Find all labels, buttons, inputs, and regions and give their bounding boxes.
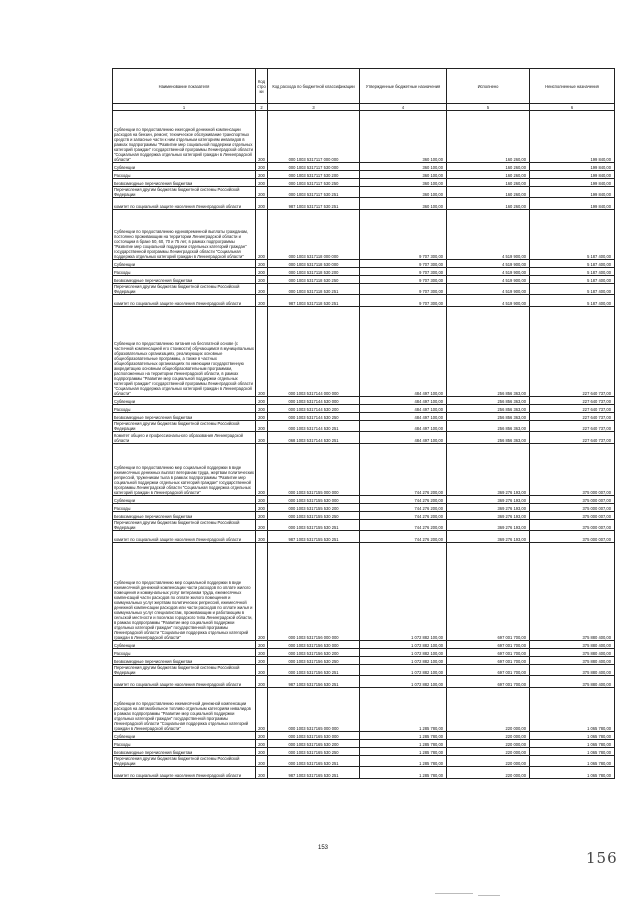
table-row	[113, 284, 615, 295]
row-executed-cell: 369 276 193,00	[447, 504, 530, 512]
row-budget-code-cell: 987 1003 5317118 530 251	[268, 295, 360, 307]
row-budget-code-cell: 000 1003 5317144 530 000	[268, 397, 360, 405]
row-executed-cell: 160 260,00	[447, 171, 530, 179]
row-name-cell: Субвенции	[113, 641, 256, 649]
row-line-code-cell: 200	[256, 740, 268, 748]
table-row	[113, 413, 615, 421]
row-budget-code-cell: 987 1003 5317156 530 251	[268, 676, 360, 688]
table-row	[113, 198, 615, 210]
row-name-cell: Субвенции по предоставлению ежегодной денежной компенсации расходов на бензин, ремонт, техническое обслуживание транспортных средств и запасные части к ним отдельным категориям инвалидов в рамках подпрограммы "Развитие мер социальной поддержки отдельных категорий граждан" государственной программы Ленинградской области "Социальная поддержка отдельных категорий граждан в Ленинградской области"	[113, 111, 256, 163]
row-approved-cell: 1 072 882 100,00	[360, 641, 447, 649]
row-name-cell: Безвозмездные перечисления бюджетам	[113, 512, 256, 520]
budget-execution-table	[112, 68, 615, 779]
row-line-code-cell: 200	[256, 413, 268, 421]
row-executed-cell: 697 001 700,00	[447, 649, 530, 657]
row-approved-cell: 744 276 200,00	[360, 504, 447, 512]
row-executed-cell: 4 519 900,00	[447, 284, 530, 295]
row-line-code-cell: 200	[256, 748, 268, 756]
row-unexecuted-cell: 5 187 400,00	[530, 210, 615, 260]
row-unexecuted-cell: 375 880 400,00	[530, 657, 615, 665]
table-row	[113, 665, 615, 676]
row-name-cell: комитет по социальной защите населения Ленинградской области	[113, 531, 256, 543]
row-unexecuted-cell: 375 000 007,00	[530, 444, 615, 496]
header-row	[113, 69, 615, 104]
row-approved-cell: 484 497 100,00	[360, 397, 447, 405]
row-executed-cell: 160 260,00	[447, 198, 530, 210]
row-unexecuted-cell: 227 640 737,00	[530, 421, 615, 432]
row-budget-code-cell: 000 1003 5317155 000 000	[268, 444, 360, 496]
table-row	[113, 756, 615, 767]
row-unexecuted-cell: 199 840,00	[530, 187, 615, 198]
row-unexecuted-cell: 1 065 780,00	[530, 756, 615, 767]
table-row	[113, 444, 615, 496]
row-name-cell: Безвозмездные перечисления бюджетам	[113, 179, 256, 187]
table-row	[113, 649, 615, 657]
row-name-cell: Субвенции	[113, 163, 256, 171]
table-row	[113, 767, 615, 779]
row-unexecuted-cell: 375 880 400,00	[530, 676, 615, 688]
row-executed-cell: 4 519 900,00	[447, 268, 530, 276]
page-number: 153	[318, 845, 329, 851]
row-budget-code-cell: 000 1003 5317117 530 200	[268, 171, 360, 179]
row-line-code-cell: 200	[256, 641, 268, 649]
row-budget-code-cell: 000 1003 5317155 530 250	[268, 512, 360, 520]
row-approved-cell: 1 285 780,00	[360, 688, 447, 732]
table-row	[113, 496, 615, 504]
row-name-cell: Безвозмездные перечисления бюджетам	[113, 748, 256, 756]
row-approved-cell: 484 497 100,00	[360, 421, 447, 432]
row-approved-cell: 9 707 300,00	[360, 295, 447, 307]
row-approved-cell: 1 285 780,00	[360, 740, 447, 748]
row-name-cell: Перечисления другим бюджетам бюджетной системы Российской Федерации	[113, 756, 256, 767]
row-approved-cell: 9 707 300,00	[360, 284, 447, 295]
row-name-cell: Субвенции	[113, 397, 256, 405]
row-executed-cell: 160 260,00	[447, 163, 530, 171]
row-executed-cell: 220 000,00	[447, 688, 530, 732]
column-number: 2	[256, 104, 268, 111]
row-approved-cell: 1 285 780,00	[360, 756, 447, 767]
row-unexecuted-cell: 375 000 007,00	[530, 496, 615, 504]
row-executed-cell: 220 000,00	[447, 767, 530, 779]
row-executed-cell: 697 001 700,00	[447, 657, 530, 665]
row-name-cell: Расходы	[113, 740, 256, 748]
row-executed-cell: 697 001 700,00	[447, 543, 530, 641]
table-row	[113, 512, 615, 520]
table-row	[113, 260, 615, 268]
row-unexecuted-cell: 375 880 400,00	[530, 641, 615, 649]
row-budget-code-cell: 000 1003 5317165 530 250	[268, 748, 360, 756]
row-executed-cell: 369 276 193,00	[447, 512, 530, 520]
table-row	[113, 276, 615, 284]
row-line-code-cell: 200	[256, 432, 268, 444]
row-executed-cell: 256 856 363,00	[447, 397, 530, 405]
row-name-cell: Субвенции по предоставлению ежемесячной денежной компенсации расходов на автомобильное топливо отдельным категориям инвалидов в рамках подпрограммы "Развитие мер социальной поддержки отдельных категорий граждан" государственной программы Ленинградской области "Социальная поддержка отдельных категорий граждан в Ленинградской области"	[113, 688, 256, 732]
row-name-cell: Перечисления другим бюджетам бюджетной системы Российской Федерации	[113, 665, 256, 676]
handwritten-sheet-number: 156	[586, 849, 618, 867]
row-budget-code-cell: 000 1003 5317156 000 000	[268, 543, 360, 641]
row-approved-cell: 9 707 300,00	[360, 268, 447, 276]
row-name-cell: Субвенции по предоставлению единовременной выплаты гражданам, постоянно проживающим на территории Ленинградской области и состоящим в браке 50, 60, 70 и 75 лет, в рамках подпрограммы "Развитие мер социальной поддержки отдельных категорий граждан" государственной программы Ленинградской области "Социальная поддержка отдельных категорий граждан в Ленинградской области"	[113, 210, 256, 260]
table-row	[113, 543, 615, 641]
row-approved-cell: 744 276 200,00	[360, 520, 447, 531]
table-row	[113, 740, 615, 748]
table-row	[113, 421, 615, 432]
row-executed-cell: 369 276 193,00	[447, 444, 530, 496]
row-line-code-cell: 200	[256, 520, 268, 531]
row-budget-code-cell: 987 1003 5317165 530 251	[268, 767, 360, 779]
row-executed-cell: 697 001 700,00	[447, 641, 530, 649]
table-row	[113, 295, 615, 307]
row-line-code-cell: 200	[256, 405, 268, 413]
row-approved-cell: 1 285 780,00	[360, 767, 447, 779]
row-line-code-cell: 200	[256, 688, 268, 732]
row-unexecuted-cell: 375 880 400,00	[530, 649, 615, 657]
row-approved-cell: 1 072 882 100,00	[360, 649, 447, 657]
row-line-code-cell: 200	[256, 198, 268, 210]
row-approved-cell: 744 276 200,00	[360, 496, 447, 504]
row-unexecuted-cell: 199 840,00	[530, 171, 615, 179]
table-row	[113, 187, 615, 198]
row-approved-cell: 1 072 882 100,00	[360, 543, 447, 641]
row-budget-code-cell: 000 1003 5317156 530 250	[268, 657, 360, 665]
row-approved-cell: 1 285 780,00	[360, 732, 447, 740]
row-unexecuted-cell: 1 065 780,00	[530, 688, 615, 732]
row-approved-cell: 360 100,00	[360, 163, 447, 171]
row-budget-code-cell: 000 1003 5317117 530 251	[268, 187, 360, 198]
row-budget-code-cell: 000 1003 5317118 530 000	[268, 260, 360, 268]
row-approved-cell: 360 100,00	[360, 171, 447, 179]
row-unexecuted-cell: 1 065 780,00	[530, 740, 615, 748]
row-unexecuted-cell: 5 187 400,00	[530, 268, 615, 276]
row-unexecuted-cell: 227 640 737,00	[530, 397, 615, 405]
row-approved-cell: 1 285 780,00	[360, 748, 447, 756]
table-row	[113, 179, 615, 187]
table-row	[113, 210, 615, 260]
row-name-cell: Расходы	[113, 649, 256, 657]
row-budget-code-cell: 000 1003 5317156 530 200	[268, 649, 360, 657]
row-executed-cell: 220 000,00	[447, 732, 530, 740]
header-indicator-name: Наименование показателя	[113, 69, 256, 104]
row-unexecuted-cell: 5 187 400,00	[530, 276, 615, 284]
row-budget-code-cell: 000 1003 5317165 530 251	[268, 756, 360, 767]
row-budget-code-cell: 000 1003 5317118 000 000	[268, 210, 360, 260]
table-row	[113, 268, 615, 276]
row-name-cell: Субвенции	[113, 260, 256, 268]
row-executed-cell: 256 856 363,00	[447, 421, 530, 432]
row-line-code-cell: 200	[256, 284, 268, 295]
row-executed-cell: 220 000,00	[447, 748, 530, 756]
row-line-code-cell: 200	[256, 260, 268, 268]
row-unexecuted-cell: 5 187 400,00	[530, 295, 615, 307]
row-name-cell: Комитет общего и профессионального образования Ленинградской области	[113, 432, 256, 444]
column-number: 1	[113, 104, 256, 111]
row-unexecuted-cell: 199 840,00	[530, 179, 615, 187]
row-name-cell: комитет по социальной защите населения Ленинградской области	[113, 676, 256, 688]
header-line-code: Код стро ки	[256, 69, 268, 104]
row-name-cell: комитет по социальной защите населения Ленинградской области	[113, 295, 256, 307]
row-name-cell: Субвенции по предоставлению питания на бесплатной основе (с частичной компенсацией его стоимости) обучающимся в муниципальных образовательных организациях, реализующих основные общеобразовательные программы, а также в частных общеобразовательных организациях по имеющим государственную аккредитацию основным общеобразовательным программам, расположенных на территории Ленинградской области, в рамках подпрограммы "Развитие мер социальной поддержки отдельных категорий граждан" государственной программы Ленинградской области "Социальная поддержка отдельных категорий граждан в Ленинградской области"	[113, 307, 256, 397]
column-number-row	[113, 104, 615, 111]
row-line-code-cell: 200	[256, 543, 268, 641]
row-line-code-cell: 200	[256, 732, 268, 740]
row-name-cell: комитет по социальной защите населения Ленинградской области	[113, 198, 256, 210]
row-name-cell: комитет по социальной защите населения Ленинградской области	[113, 767, 256, 779]
row-executed-cell: 160 260,00	[447, 111, 530, 163]
row-approved-cell: 1 072 882 100,00	[360, 665, 447, 676]
row-approved-cell: 484 497 100,00	[360, 413, 447, 421]
table-row	[113, 688, 615, 732]
row-budget-code-cell: 000 1003 5317155 530 251	[268, 520, 360, 531]
row-executed-cell: 369 276 193,00	[447, 496, 530, 504]
row-approved-cell: 744 276 200,00	[360, 531, 447, 543]
row-unexecuted-cell: 1 065 780,00	[530, 748, 615, 756]
row-line-code-cell: 200	[256, 171, 268, 179]
table-row	[113, 657, 615, 665]
table-row	[113, 163, 615, 171]
row-unexecuted-cell: 199 840,00	[530, 163, 615, 171]
row-approved-cell: 9 707 300,00	[360, 260, 447, 268]
row-name-cell: Расходы	[113, 171, 256, 179]
row-approved-cell: 360 100,00	[360, 179, 447, 187]
column-number: 4	[360, 104, 447, 111]
row-unexecuted-cell: 227 640 737,00	[530, 432, 615, 444]
row-name-cell: Перечисления другим бюджетам бюджетной системы Российской Федерации	[113, 421, 256, 432]
row-line-code-cell: 200	[256, 397, 268, 405]
row-budget-code-cell: 987 1003 5317117 530 251	[268, 198, 360, 210]
table-row	[113, 432, 615, 444]
row-budget-code-cell: 000 1003 5317118 530 200	[268, 268, 360, 276]
row-unexecuted-cell: 227 640 737,00	[530, 413, 615, 421]
table-row	[113, 111, 615, 163]
table-row	[113, 531, 615, 543]
header-approved: Утвержденные бюджетные назначения	[360, 69, 447, 104]
row-unexecuted-cell: 1 065 780,00	[530, 732, 615, 740]
scan-artifact	[435, 893, 473, 894]
table-row	[113, 520, 615, 531]
row-line-code-cell: 200	[256, 179, 268, 187]
row-budget-code-cell: 000 1003 5317156 530 251	[268, 665, 360, 676]
row-executed-cell: 160 260,00	[447, 187, 530, 198]
row-line-code-cell: 200	[256, 496, 268, 504]
table-body	[113, 111, 615, 779]
row-approved-cell: 360 100,00	[360, 111, 447, 163]
row-budget-code-cell: 068 1003 5317144 530 251	[268, 432, 360, 444]
row-name-cell: Субвенции	[113, 496, 256, 504]
row-executed-cell: 256 856 363,00	[447, 405, 530, 413]
row-line-code-cell: 200	[256, 767, 268, 779]
table-row	[113, 307, 615, 397]
row-line-code-cell: 200	[256, 676, 268, 688]
row-line-code-cell: 200	[256, 444, 268, 496]
row-approved-cell: 484 497 100,00	[360, 405, 447, 413]
row-line-code-cell: 200	[256, 531, 268, 543]
row-executed-cell: 4 519 900,00	[447, 295, 530, 307]
column-number: 3	[268, 104, 360, 111]
row-line-code-cell: 200	[256, 163, 268, 171]
row-unexecuted-cell: 375 000 007,00	[530, 531, 615, 543]
row-line-code-cell: 200	[256, 657, 268, 665]
row-budget-code-cell: 000 1003 5317117 000 000	[268, 111, 360, 163]
row-line-code-cell: 200	[256, 111, 268, 163]
row-line-code-cell: 200	[256, 210, 268, 260]
row-executed-cell: 160 260,00	[447, 179, 530, 187]
row-budget-code-cell: 000 1003 5317155 530 000	[268, 496, 360, 504]
table-row	[113, 504, 615, 512]
row-budget-code-cell: 000 1003 5317118 530 251	[268, 284, 360, 295]
row-line-code-cell: 200	[256, 307, 268, 397]
row-unexecuted-cell: 375 000 007,00	[530, 504, 615, 512]
row-executed-cell: 256 856 363,00	[447, 413, 530, 421]
row-name-cell: Субвенции по предоставлению мер социальной поддержки в виде ежемесячной денежной компенсации части расходов по оплате жилого помещения и коммунальных услуг ветеранам труда, ежемесячных компенсаций части расходов по оплате жилого помещения и коммунальных услуг жертвам политических репрессий, ежемесячной денежной компенсации расходов или части расходов по оплате жилья и коммунальных услуг специалистам, проживающим и работающим в сельской местности и поселках городского типа Ленинградской области, в рамках подпрограммы "Развитие мер социальной поддержки отдельных категорий граждан" государственной программы Ленинградской области "Социальная поддержка отдельных категорий граждан в Ленинградской области"	[113, 543, 256, 641]
row-executed-cell: 697 001 700,00	[447, 676, 530, 688]
row-budget-code-cell: 000 1003 5317156 530 000	[268, 641, 360, 649]
header-unexecuted: Неисполненные назначения	[530, 69, 615, 104]
row-unexecuted-cell: 375 000 007,00	[530, 512, 615, 520]
table-row	[113, 397, 615, 405]
row-approved-cell: 1 072 882 100,00	[360, 657, 447, 665]
row-line-code-cell: 200	[256, 268, 268, 276]
row-executed-cell: 369 276 193,00	[447, 520, 530, 531]
row-line-code-cell: 200	[256, 504, 268, 512]
row-unexecuted-cell: 5 187 400,00	[530, 284, 615, 295]
row-budget-code-cell: 000 1003 5317144 000 000	[268, 307, 360, 397]
row-budget-code-cell: 000 1003 5317117 530 250	[268, 179, 360, 187]
row-name-cell: Перечисления другим бюджетам бюджетной системы Российской Федерации	[113, 284, 256, 295]
row-unexecuted-cell: 375 880 400,00	[530, 665, 615, 676]
row-approved-cell: 744 276 200,00	[360, 512, 447, 520]
row-name-cell: Расходы	[113, 268, 256, 276]
row-name-cell: Субвенции	[113, 732, 256, 740]
table-row	[113, 641, 615, 649]
row-executed-cell: 256 856 363,00	[447, 307, 530, 397]
row-approved-cell: 360 100,00	[360, 187, 447, 198]
row-unexecuted-cell: 199 840,00	[530, 111, 615, 163]
table-row	[113, 748, 615, 756]
row-executed-cell: 697 001 700,00	[447, 665, 530, 676]
row-name-cell: Расходы	[113, 405, 256, 413]
row-line-code-cell: 200	[256, 512, 268, 520]
row-unexecuted-cell: 375 000 007,00	[530, 520, 615, 531]
row-budget-code-cell: 000 1003 5317144 530 250	[268, 413, 360, 421]
row-name-cell: Безвозмездные перечисления бюджетам	[113, 657, 256, 665]
row-budget-code-cell: 000 1003 5317144 530 251	[268, 421, 360, 432]
row-line-code-cell: 200	[256, 649, 268, 657]
row-unexecuted-cell: 227 640 737,00	[530, 307, 615, 397]
row-line-code-cell: 200	[256, 276, 268, 284]
row-budget-code-cell: 000 1003 5317118 530 250	[268, 276, 360, 284]
table-row	[113, 676, 615, 688]
row-approved-cell: 484 497 100,00	[360, 307, 447, 397]
row-budget-code-cell: 000 1003 5317165 530 200	[268, 740, 360, 748]
row-name-cell: Безвозмездные перечисления бюджетам	[113, 413, 256, 421]
column-number: 5	[447, 104, 530, 111]
row-unexecuted-cell: 5 187 400,00	[530, 260, 615, 268]
header-budget-code: Код расхода по бюджетной классификации	[268, 69, 360, 104]
row-budget-code-cell: 000 1003 5317165 530 000	[268, 732, 360, 740]
table-row	[113, 732, 615, 740]
row-executed-cell: 369 276 193,00	[447, 531, 530, 543]
row-line-code-cell: 200	[256, 187, 268, 198]
row-budget-code-cell: 000 1003 5317117 530 000	[268, 163, 360, 171]
row-approved-cell: 9 707 300,00	[360, 276, 447, 284]
row-name-cell: Перечисления другим бюджетам бюджетной системы Российской Федерации	[113, 520, 256, 531]
row-budget-code-cell: 987 1003 5317155 530 251	[268, 531, 360, 543]
row-executed-cell: 4 519 900,00	[447, 276, 530, 284]
row-approved-cell: 1 072 882 100,00	[360, 676, 447, 688]
row-budget-code-cell: 000 1003 5317155 530 200	[268, 504, 360, 512]
row-name-cell: Перечисления другим бюджетам бюджетной системы Российской Федерации	[113, 187, 256, 198]
row-name-cell: Безвозмездные перечисления бюджетам	[113, 276, 256, 284]
row-line-code-cell: 200	[256, 665, 268, 676]
row-line-code-cell: 200	[256, 421, 268, 432]
row-budget-code-cell: 000 1003 5317144 530 200	[268, 405, 360, 413]
row-executed-cell: 220 000,00	[447, 740, 530, 748]
row-name-cell: Расходы	[113, 504, 256, 512]
header-executed: Исполнено	[447, 69, 530, 104]
table-row	[113, 405, 615, 413]
row-executed-cell: 220 000,00	[447, 756, 530, 767]
row-executed-cell: 256 856 363,00	[447, 432, 530, 444]
row-line-code-cell: 200	[256, 756, 268, 767]
scan-artifact	[478, 895, 500, 896]
row-name-cell: Субвенции по предоставлению мер социальной поддержки в виде ежемесячных денежных выплат ветеранам труда, жертвам политических репрессий, труженикам тыла в рамках подпрограммы "Развитие мер социальной поддержки отдельных категорий граждан" государственной программы Ленинградской области "Социальная поддержка отдельных категорий граждан в Ленинградской области"	[113, 444, 256, 496]
row-unexecuted-cell: 227 640 737,00	[530, 405, 615, 413]
row-approved-cell: 360 100,00	[360, 198, 447, 210]
row-unexecuted-cell: 375 880 400,00	[530, 543, 615, 641]
row-approved-cell: 9 707 300,00	[360, 210, 447, 260]
row-budget-code-cell: 000 1003 5317165 000 000	[268, 688, 360, 732]
row-approved-cell: 484 497 100,00	[360, 432, 447, 444]
row-line-code-cell: 200	[256, 295, 268, 307]
row-unexecuted-cell: 199 840,00	[530, 198, 615, 210]
row-executed-cell: 4 519 900,00	[447, 210, 530, 260]
row-executed-cell: 4 519 900,00	[447, 260, 530, 268]
table-row	[113, 171, 615, 179]
column-number: 6	[530, 104, 615, 111]
row-approved-cell: 744 276 200,00	[360, 444, 447, 496]
row-unexecuted-cell: 1 065 780,00	[530, 767, 615, 779]
